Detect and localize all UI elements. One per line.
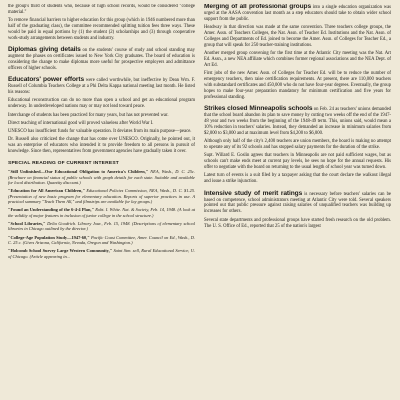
unesco-paragraph: UNESCO has insufficient funds for valuable operation. It deviates from its main purpose—peace.: [8, 129, 192, 135]
first-jobs-paragraph: First jobs of the new Amer. Assn. of Colleges for Teacher Ed. will be to reduce the number of emergency teachers, then raise certification requirements. At present, there are 110,000 teachers with substandard certificates and 450,000 who do not have four-year degrees. Eventually, the group hopes to make four-year preparation mandatory for minimum certification and five years for professional standing.: [204, 71, 391, 100]
reference-item: "Still Unfinished—Our Educational Obligation to America's Children," NEA, Wash., D. C. 25c. (Brochure on financial status of public schools with graph details for each state. Suitable and available for local distribution. Quantity discount.): [8, 169, 195, 186]
strikes-text: on Feb. 24 as teachers' unions demanded that the school board abandon its plan to save money by cutting two weeks off the end of the 1947-48 year and two weeks from the beginning of the 1948-49 term. This, unions said, would mean a 10% reduction in teachers' salaries. Instead, they demanded an increase in minimum salaries from $2,000 to $3,000 and at maximum level from $4,200 to $6,000.: [204, 107, 391, 136]
educators-section: [8, 77, 195, 96]
intro-paragraph: the group's third of students who, because of high school records, would be considered "college material.": [8, 4, 195, 15]
merit-section: [204, 191, 391, 216]
strikes-heading: Strikes closed Minneapolis schools: [204, 105, 313, 113]
diplomas-text: on the students' course of study and school standing may augment the phases on certificates issued to New York City graduates. The board of education is considering the change to make diplomas more useful for prospective employers and admittance officers of higher schools.: [8, 48, 195, 71]
reference-item: "Holcomb School Survey Large Western Community," Saint Stm. sell, Rural Educational Service, U. of Chicago. (Article appearing in...: [8, 248, 195, 259]
union-members-paragraph: Although only half of the city's 2,400 teachers are union members, the board is making no attempt to operate any of its 92 schools and has stopped salary payments for the duration of the strike.: [204, 139, 391, 150]
art-ed-paragraph: Another merged group convening for the first time at the Atlantic City meeting was the Nat. Art Ed. Assn., a new NEA affiliate which combines former regional associations and the NEA Dept. of Art Ed.: [204, 51, 391, 68]
right-column: [204, 4, 391, 400]
reference-item: "Found an Understanding of the 6-4-4 Plan," Robt. I. White. Nat. & Society, Feb. 14, 1948. (A look at the validity of major features in inclusion of junior college in the school structure.): [8, 207, 195, 218]
taxpayer-suit-paragraph: Latest turn of events is a suit filed by a taxpayer asking that the court declare the walkout illegal and issue a strike injunction.: [204, 173, 391, 185]
merit-heading: Intensive study of merit ratings: [204, 189, 303, 197]
reference-item: "School Libraries," Delia Goodrich. Library Jour., Feb. 15, 1948. (Descriptions of elementary school libraries in Chicago outlined by the director.): [8, 220, 195, 232]
educators-text: were called worthwhile, but ineffective by Dean Wm. F. Russell of Columbia Teachers College at a Phi Delta Kappa national meeting last month. He listed his reasons:: [8, 78, 195, 96]
reconstruction-paragraph: Educational reconstruction can do no more than open a school and get an educational program underway. In underdeveloped nations may or may not lead toward peace.: [8, 98, 195, 110]
goodwill-paragraph: Direct teaching of international good will proved valueless after World War I.: [8, 120, 154, 126]
headway-paragraph: Headway in that direction was made at the same convention. Three teachers college groups, the Amer. Assn. of Teachers Colleges, the Nat. Assn. of Teacher Ed. Institutions and the Nat. Assn. of Colleges and Departments of Ed. joined to become the Amer. Assn. of Colleges for Teacher Ed., a group that will speak for 250 teacher-training institutions.: [204, 25, 391, 48]
russell-paragraph: Dr. Russell also criticized the change that has come over UNESCO. Originally, he pointed out, it was an enterprise of educators who intended it to provide freedom to all persons in pursuit of knowledge. Since then, representatives from government agencies have gradually taken it over.: [8, 137, 195, 155]
strikes-section: [204, 106, 391, 137]
diplomas-heading: Diplomas giving details: [8, 46, 81, 54]
merging-heading: Merging of all professional groups: [204, 4, 312, 10]
goslin-paragraph: Supt. Willard E. Goslin agrees that teachers in Minneapolis are not paid sufficient wages, but as schools can't make ends meet at current pay levels, he sees no hope for the annual requests. His offer to negotiate with the board on returning to the usual length of school year was turned down.: [204, 153, 391, 171]
merging-text: into a single education organization was urged at the AASA convention last month as a step educators should take to obtain wider school support from the public.: [204, 5, 391, 22]
reference-item: "Education for All American Children," Educational Policies Commission, NEA, Wash., D. C. $1.25. (Presentation of new basic program for elementary education. Reports of superior practices in use. A practical summary "Teach Them All," and filmstrips are available for lay groups.): [8, 188, 195, 205]
research-paragraph: Several state departments and professional groups have started fresh research on the old problem. The U. S. Office of Ed., reported that 25 of the nation's largest: [204, 217, 391, 229]
merit-text: is necessary before teachers' salaries can be based on competence, school administrators meeting at Atlantic City were told. Several speakers pointed out that public pressure against raising salaries of unqualified teachers was building up increases for others.: [204, 191, 391, 215]
reference-item: "College-Age Population Study—1947-60," Pacific Coast Committee, Amer. Council on Ed., Wash., D. C. 25 c. (Gives Arizona, California, Nevada, Oregon and Washington.): [8, 234, 195, 246]
interchange-paragraph: Interchange of students has been practiced for many years, but has not prevented war.: [8, 112, 169, 118]
tuition-paragraph: To remove financial barriers to higher education for this group (which in 1946 numbered more than half of the graduating class), the committee recommended splitting tuition fees three ways. These would be paid in equal portions by (1) the student (2) scholarships and (3) through cooperative work-study arrangements between students and industry.: [8, 18, 195, 41]
left-column: [8, 4, 195, 400]
educators-heading: Educators' power efforts: [8, 76, 85, 84]
special-reading-title: SPECIAL READING OF CURRENT INTEREST: [8, 161, 119, 167]
merging-section: [204, 4, 391, 23]
diplomas-section: [8, 47, 195, 72]
